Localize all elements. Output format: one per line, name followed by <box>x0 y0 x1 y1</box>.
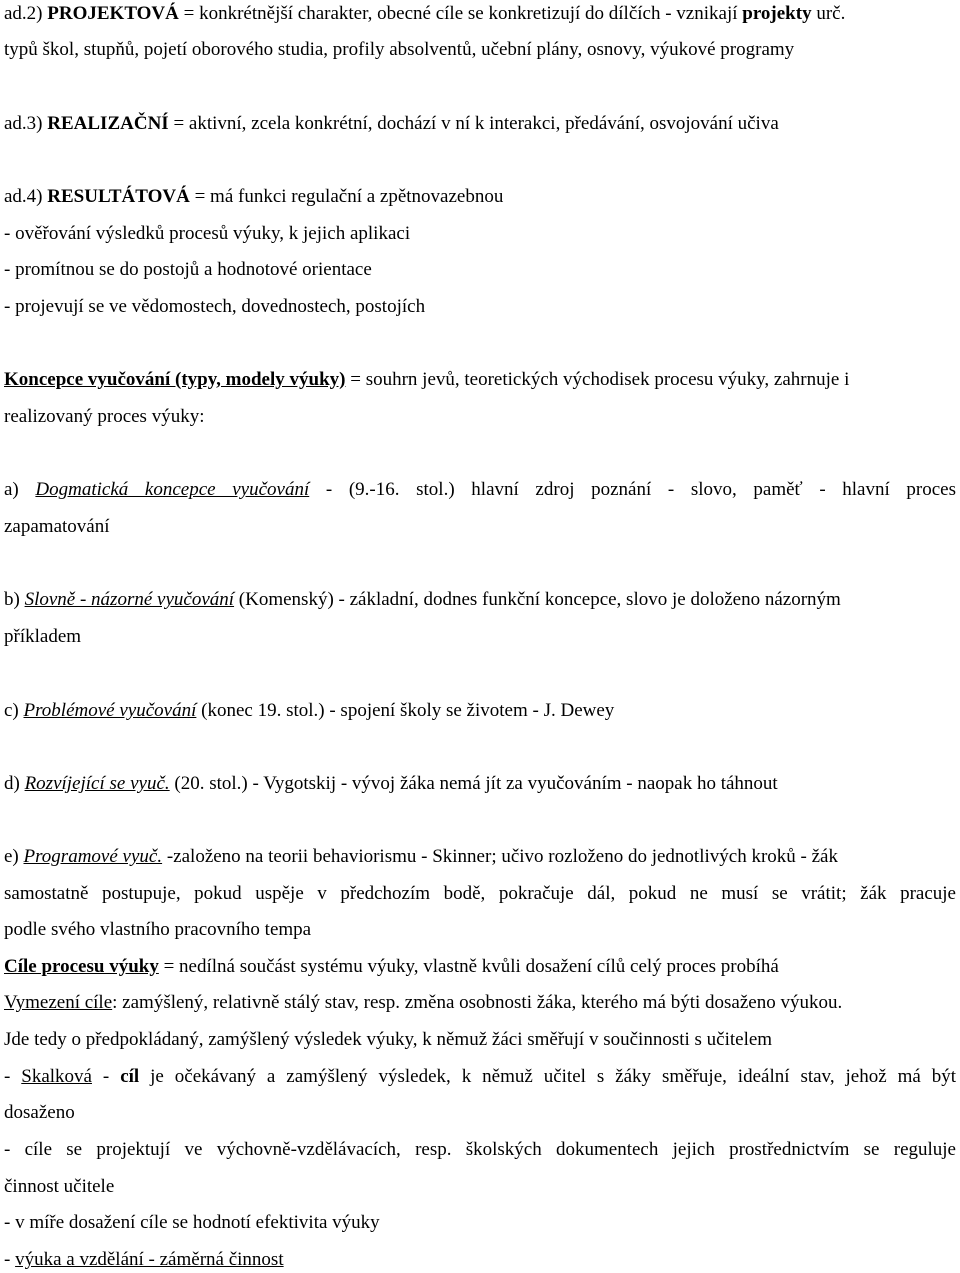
text: (konec 19. stol.) - spojení školy se životem - J. Dewey <box>196 700 615 721</box>
line-realizacni <box>4 112 956 136</box>
line-cile <box>4 955 956 979</box>
line-skalkova <box>4 1065 956 1089</box>
heading-cile: Cíle procesu výuky <box>4 956 159 977</box>
term-rozvijejici: Rozvíjející se vyuč. <box>24 773 170 794</box>
text: = aktivní, zcela konkrétní, dochází v ní k interakci, předávání, osvojování učiva <box>168 113 779 134</box>
line-dogmaticka <box>4 478 956 502</box>
text: ad.2) <box>4 3 48 24</box>
text: a) <box>4 479 36 500</box>
text: = má funkci regulační a zpětnovazebnou <box>189 186 504 207</box>
term-slovne: Slovně - názorné vyučování <box>24 589 235 610</box>
bullet-line: - promítnou se do postojů a hodnotové orientace <box>4 259 372 280</box>
line-text: činnost učitele <box>4 1176 115 1197</box>
text: ad.4) <box>4 186 48 207</box>
line-text: Jde tedy o předpokládaný, zamýšlený výsledek výuky, k němuž žáci směřují v součinnosti s učitelem <box>4 1029 773 1050</box>
line-text: příkladem <box>4 626 82 647</box>
text: - <box>91 1066 121 1087</box>
bullet-line: - cíle se projektují ve výchovně-vzdělávacích, resp. školských dokumentech jejich prostřednictvím se reguluje <box>4 1139 956 1160</box>
line-text: realizovaný proces výuky: <box>4 406 205 427</box>
term-skalkova: Skalková <box>21 1066 92 1087</box>
line-text: podle svého vlastního pracovního tempa <box>4 919 312 940</box>
text: (Komenský) - základní, dodnes funkční koncepce, slovo je doloženo názorným <box>234 589 841 610</box>
line-koncepce <box>4 368 956 392</box>
term-vymezeni: Vymezení cíle <box>4 992 113 1013</box>
text: d) <box>4 773 25 794</box>
text: = konkrétnější charakter, obecné cíle se konkretizují do dílčích - vznikají <box>178 3 743 24</box>
bullet-line: - projevují se ve vědomostech, dovednostech, postojích <box>4 296 426 317</box>
term-problemove: Problémové vyučování <box>23 700 197 721</box>
line-rozvijejici <box>4 772 956 796</box>
term-projekty: projekty <box>742 3 812 24</box>
text: urč. <box>811 3 846 24</box>
text: - (9.-16. stol.) hlavní zdroj poznání - slovo, paměť - hlavní proces <box>309 479 956 500</box>
line-vymezeni <box>4 991 956 1015</box>
term-realizacni: REALIZAČNÍ <box>47 113 169 134</box>
text: b) <box>4 589 25 610</box>
term-projektova: PROJEKTOVÁ <box>47 3 179 24</box>
line-slovne <box>4 588 956 612</box>
text: -založeno na teorii behaviorismu - Skinner; učivo rozloženo do jednotlivých kroků - žák <box>162 846 838 867</box>
term-resultatova: RESULTÁTOVÁ <box>47 186 190 207</box>
text: ad.3) <box>4 113 48 134</box>
term-programove: Programové vyuč. <box>23 846 163 867</box>
text: = souhrn jevů, teoretických východisek procesu výuky, zahrnuje i <box>345 369 850 390</box>
text: = nedílná součást systému výuky, vlastně kvůli dosažení cílů celý proces probíhá <box>158 956 779 977</box>
term-vyuka: výuka a vzdělání - záměrná činnost <box>15 1249 284 1270</box>
text: - <box>4 1249 16 1270</box>
line-problemove <box>4 699 956 723</box>
term-dogmaticka: Dogmatická koncepce vyučování <box>35 479 310 500</box>
line-text: zapamatování <box>4 516 110 537</box>
text: je očekávaný a zamýšlený výsledek, k němuž učitel s žáky směřuje, ideální stav, jehož má být <box>139 1066 957 1087</box>
heading-koncepce: Koncepce vyučování (typy, modely výuky) <box>4 369 346 390</box>
bullet-line: - ověřování výsledků procesů výuky, k jejich aplikaci <box>4 223 411 244</box>
text: e) <box>4 846 24 867</box>
line-text: dosaženo <box>4 1102 75 1123</box>
line-text: samostatně postupuje, pokud uspěje v předchozím bodě, pokračuje dál, pokud ne musí se vrátit; žák pracuje <box>4 883 956 904</box>
line-programove <box>4 845 956 869</box>
line-text: typů škol, stupňů, pojetí oborového studia, profily absolventů, učební plány, osnovy, výukové programy <box>4 39 795 60</box>
text: c) <box>4 700 24 721</box>
text: (20. stol.) - Vygotskij - vývoj žáka nemá jít za vyučováním - naopak ho táhnout <box>169 773 778 794</box>
text: - <box>4 1066 22 1087</box>
line-resultatova <box>4 185 956 209</box>
line-vyuka <box>4 1248 956 1272</box>
text: : zamýšlený, relativně stálý stav, resp. změna osobnosti žáka, kterého má býti dosaženo výukou. <box>112 992 843 1013</box>
line-projektova <box>4 2 956 26</box>
term-cil: cíl <box>120 1066 140 1087</box>
bullet-line: - v míře dosažení cíle se hodnotí efektivita výuky <box>4 1212 380 1233</box>
